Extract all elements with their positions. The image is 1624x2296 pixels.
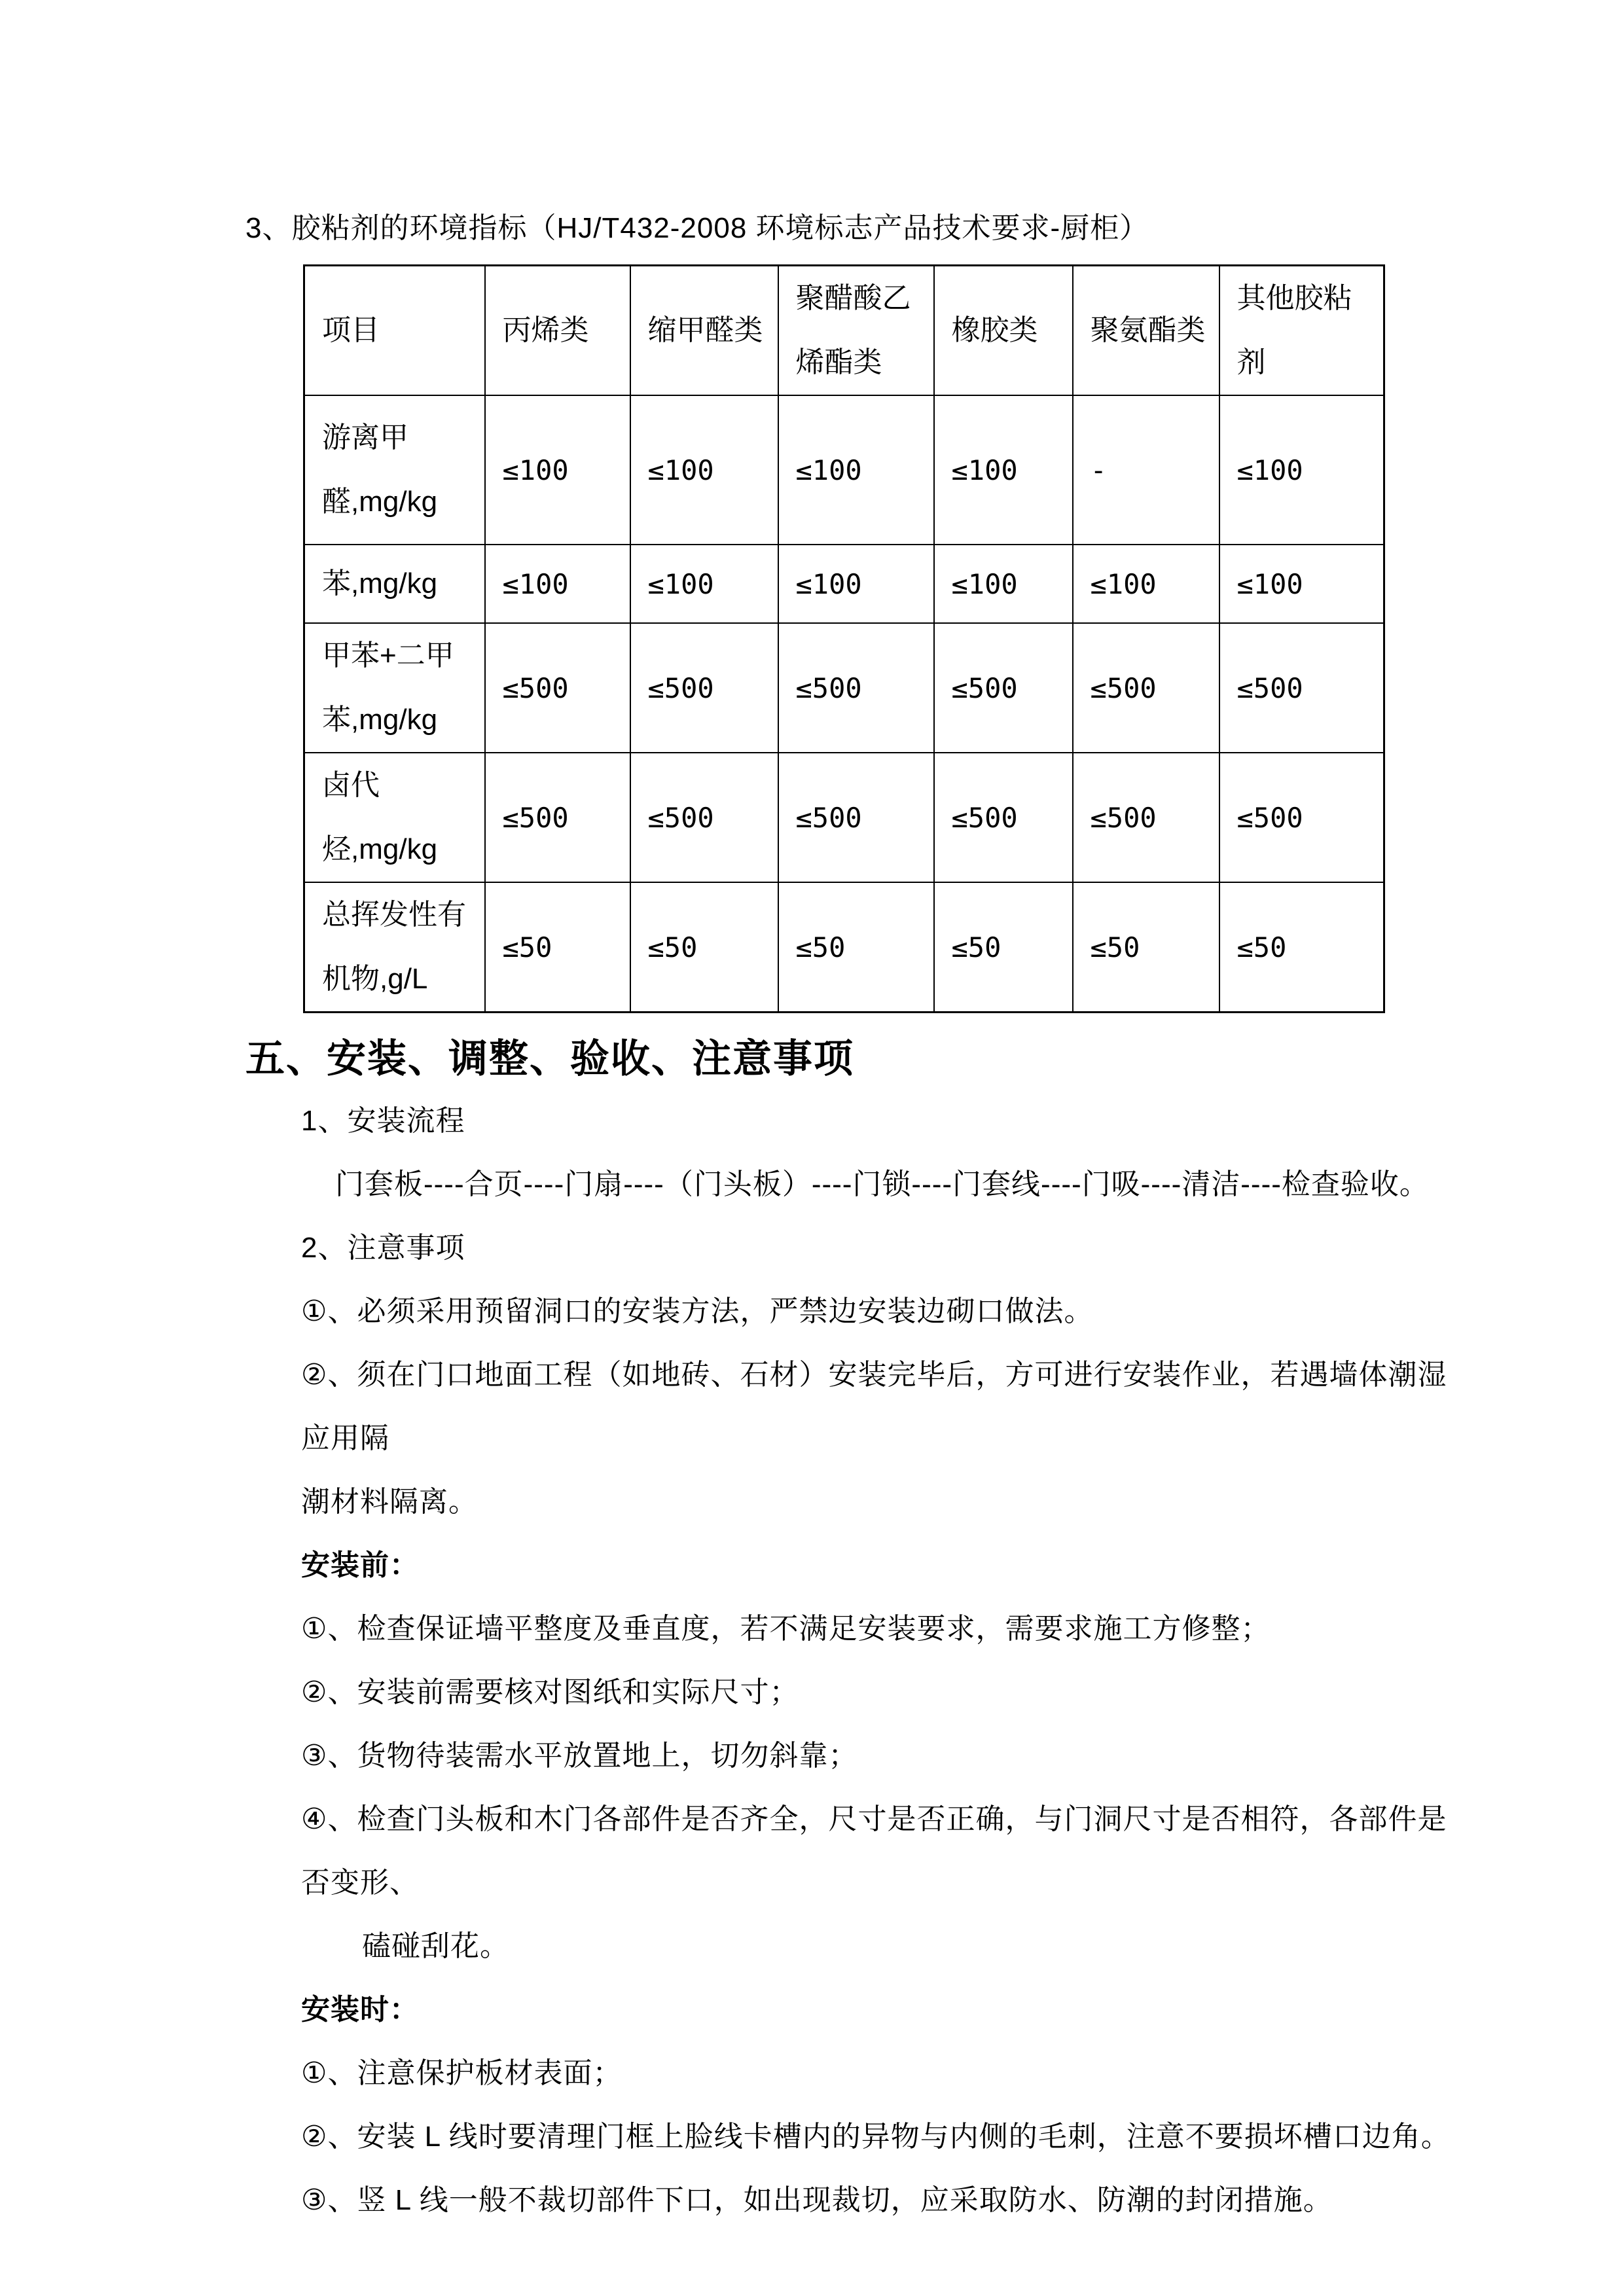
row-label: 游离甲 醛,mg/kg (304, 395, 485, 545)
section-heading: 五、安装、调整、验收、注意事项 (245, 1037, 854, 1081)
table-cell-value: ≤50 (778, 882, 934, 1013)
before-item-4: ④、检查门头板和木门各部件是否齐全，尺寸是否正确，与门洞尺寸是否相符，各部件是否变形、 (301, 1803, 1447, 1899)
table-cell-value: ≤500 (778, 623, 934, 753)
table-cell-value: ≤50 (1219, 882, 1384, 1013)
table-header-row (304, 266, 1384, 396)
note-item-1: ①、必须采用预留洞口的安装方法，严禁边安装边砌口做法。 (301, 1295, 1094, 1327)
table-cell-value: ≤500 (1219, 623, 1384, 753)
table-cell-value: ≤500 (1073, 623, 1219, 753)
during-item-3: ③、竖 L 线一般不裁切部件下口，如出现裁切，应采取防水、防潮的封闭措施。 (301, 2184, 1333, 2216)
table-cell-value: ≤500 (1219, 753, 1384, 882)
table-cell-value: ≤100 (778, 545, 934, 623)
column-header: 聚醋酸乙 烯酯类 (778, 266, 934, 396)
table-cell-value: ≤100 (630, 395, 778, 545)
install-flow-sequence: 门套板----合页----门扇----（门头板）----门锁----门套线----门吸----清洁----检查验收。 (335, 1168, 1429, 1200)
before-item-2: ②、安装前需要核对图纸和实际尺寸； (301, 1676, 799, 1708)
table-cell-value: ≤50 (485, 882, 630, 1013)
table-cell-value: ≤100 (485, 395, 630, 545)
adhesive-environment-table (303, 264, 1385, 1013)
row-label: 苯,mg/kg (304, 545, 485, 623)
note-item-2: ②、须在门口地面工程（如地砖、石材）安装完毕后，方可进行安装作业，若遇墙体潮湿应用隔 (301, 1359, 1447, 1454)
before-install-label: 安装前： (301, 1549, 419, 1581)
table-cell-value: ≤50 (934, 882, 1073, 1013)
row-label: 甲苯+二甲 苯,mg/kg (304, 623, 485, 753)
table-cell-value: ≤100 (934, 545, 1073, 623)
during-item-2: ②、安装 L 线时要清理门框上脸线卡槽内的异物与内侧的毛刺，注意不要损坏槽口边角。 (301, 2121, 1451, 2153)
row-label: 总挥发性有 机物,g/L (304, 882, 485, 1013)
table-cell-value: ≤100 (934, 395, 1073, 545)
table-caption: 3、胶粘剂的环境指标（HJ/T432-2008 环境标志产品技术要求-厨柜） (245, 212, 1149, 244)
column-header: 橡胶类 (934, 266, 1073, 396)
during-item-1: ①、注意保护板材表面； (301, 2057, 623, 2089)
table-cell-value: ≤100 (1219, 545, 1384, 623)
table-cell-value: - (1073, 395, 1219, 545)
table-cell-value: ≤50 (630, 882, 778, 1013)
table-row (304, 395, 1384, 545)
table-cell-value: ≤500 (778, 753, 934, 882)
table-body (304, 395, 1384, 1013)
table-cell-value: ≤500 (630, 753, 778, 882)
table-row (304, 545, 1384, 623)
table-row (304, 623, 1384, 753)
before-item-3: ③、货物待装需水平放置地上，切勿斜靠； (301, 1740, 858, 1772)
table-cell-value: ≤100 (485, 545, 630, 623)
table-cell-value: ≤500 (934, 623, 1073, 753)
table-cell-value: ≤100 (1073, 545, 1219, 623)
column-header: 聚氨酯类 (1073, 266, 1219, 396)
table-cell-value: ≤50 (1073, 882, 1219, 1013)
during-install-label: 安装时： (301, 1994, 419, 2026)
note-item-2-continued: 潮材料隔离。 (301, 1486, 478, 1518)
table-cell-value: ≤500 (485, 623, 630, 753)
table-cell-value: ≤100 (630, 545, 778, 623)
table-row (304, 882, 1384, 1013)
row-label: 卤代 烃,mg/kg (304, 753, 485, 882)
table-cell-value: ≤100 (778, 395, 934, 545)
table-cell-value: ≤500 (1073, 753, 1219, 882)
before-item-4-continued: 磕碰刮花。 (362, 1930, 509, 1962)
column-header: 缩甲醛类 (630, 266, 778, 396)
column-header: 其他胶粘 剂 (1219, 266, 1384, 396)
column-header: 丙烯类 (485, 266, 630, 396)
notes-label: 2、注意事项 (301, 1232, 465, 1264)
install-flow-label: 1、安装流程 (301, 1105, 465, 1137)
table-cell-value: ≤500 (934, 753, 1073, 882)
table-row (304, 753, 1384, 882)
table-cell-value: ≤500 (630, 623, 778, 753)
column-header: 项目 (304, 266, 485, 396)
before-item-1: ①、检查保证墙平整度及垂直度，若不满足安装要求，需要求施工方修整； (301, 1613, 1271, 1645)
table-cell-value: ≤500 (485, 753, 630, 882)
table-cell-value: ≤100 (1219, 395, 1384, 545)
